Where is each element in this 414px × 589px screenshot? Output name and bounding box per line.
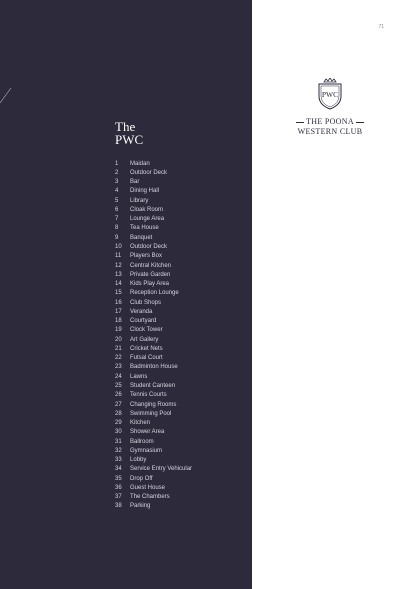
legend-item <box>115 242 192 251</box>
legend-item <box>115 215 192 224</box>
legend-label: Outdoor Deck <box>130 169 168 176</box>
legend-item <box>115 326 192 335</box>
brand-line-1 <box>290 117 370 126</box>
legend-item <box>115 354 192 363</box>
legend-number: 32 <box>115 447 122 454</box>
legend-label: Art Gallery <box>130 336 159 343</box>
legend-label: Parking <box>130 503 151 510</box>
legend-item <box>115 456 192 465</box>
legend-label: Lobby <box>130 457 147 464</box>
legend-item <box>115 298 192 307</box>
legend-number: 10 <box>115 244 122 251</box>
legend-item <box>115 252 192 261</box>
legend-number: 35 <box>115 475 122 482</box>
legend-item <box>115 391 192 400</box>
legend-label: Bar <box>130 179 140 186</box>
legend-item <box>115 465 192 474</box>
legend-item <box>115 270 192 279</box>
legend-item <box>115 224 192 233</box>
legend-label: Courtyard <box>130 318 157 325</box>
legend-item <box>115 437 192 446</box>
title-line: PWC <box>115 132 144 147</box>
legend-label: Tea House <box>130 225 159 232</box>
legend-number: 26 <box>115 392 122 399</box>
legend-label: Cloak Room <box>130 206 164 213</box>
legend-number: 1 <box>115 160 119 167</box>
page-title <box>115 120 143 146</box>
legend-number: 29 <box>115 420 122 427</box>
legend-number: 4 <box>115 188 119 195</box>
legend-number: 2 <box>115 169 119 176</box>
legend-number: 27 <box>115 401 122 408</box>
legend-item <box>115 159 192 168</box>
legend-label: Clock Tower <box>130 327 163 334</box>
legend-item <box>115 381 192 390</box>
legend-item <box>115 233 192 242</box>
legend-number: 3 <box>115 179 119 186</box>
legend-label: Kids Play Area <box>130 281 170 288</box>
legend-item <box>115 205 192 214</box>
legend-label: Lounge Area <box>130 216 165 223</box>
legend-number: 36 <box>115 484 122 491</box>
legend-label: Drop Off <box>130 475 153 482</box>
legend-number: 7 <box>115 216 119 223</box>
legend-label: Veranda <box>130 308 153 315</box>
legend-item <box>115 317 192 326</box>
legend-item <box>115 372 192 381</box>
crest-text: PWC <box>321 90 339 99</box>
legend-label: Cricket Nets <box>130 345 163 352</box>
legend-number: 11 <box>115 253 122 260</box>
legend-item <box>115 483 192 492</box>
legend-label: Service Entry Vehicular <box>130 466 193 473</box>
legend-label: Gymnasium <box>130 447 163 454</box>
legend-label: Central Kitchen <box>130 262 172 269</box>
legend-item <box>115 493 192 502</box>
legend-label: Student Canteen <box>130 383 176 389</box>
legend-number: 38 <box>115 503 122 510</box>
legend-label: Players Box <box>130 253 163 260</box>
legend-number: 23 <box>115 364 122 371</box>
club-logo <box>290 78 370 140</box>
legend-number: 12 <box>115 262 122 269</box>
title-line: The <box>115 119 136 134</box>
legend-number: 9 <box>115 234 119 241</box>
legend-number: 15 <box>115 290 122 297</box>
legend-item <box>115 289 192 298</box>
legend-label: Reception Lounge <box>130 290 179 297</box>
legend-label: Club Shops <box>130 299 162 306</box>
legend-label: Ballroom <box>130 438 154 445</box>
legend-number: 37 <box>115 494 122 501</box>
legend-item <box>115 335 192 344</box>
legend-item <box>115 363 192 372</box>
location-legend <box>115 159 192 511</box>
legend-item <box>115 474 192 483</box>
legend-label: Guest House <box>130 484 166 491</box>
legend-number: 34 <box>115 466 122 473</box>
legend-number: 20 <box>115 336 122 343</box>
legend-label: Outdoor Deck <box>130 244 168 251</box>
legend-label: Swimming Pool <box>130 410 172 417</box>
legend-item <box>115 178 192 187</box>
legend-label: Futsal Court <box>130 355 163 362</box>
legend-label: Changing Rooms <box>130 401 177 408</box>
legend-number: 28 <box>115 410 122 417</box>
legend-number: 31 <box>115 438 122 445</box>
legend-number: 21 <box>115 345 122 352</box>
legend-label: Kitchen <box>130 420 151 427</box>
legend-number: 17 <box>115 308 122 315</box>
legend-number: 5 <box>115 197 119 204</box>
legend-item <box>115 418 192 427</box>
legend-label: Lawns <box>130 373 148 380</box>
brand-name-top: THE POONA <box>306 117 354 126</box>
legend-label: Maidan <box>130 160 150 167</box>
legend-number: 16 <box>115 299 122 306</box>
legend-item <box>115 196 192 205</box>
legend-item <box>115 428 192 437</box>
legend-label: Tennis Courts <box>130 392 167 399</box>
legend-item <box>115 400 192 409</box>
legend-label: Dining Hall <box>130 188 160 195</box>
legend-item <box>115 446 192 455</box>
legend-label: Private Garden <box>130 271 171 278</box>
legend-label: Shower Area <box>130 429 165 436</box>
legend-label: The Chambers <box>130 494 170 501</box>
legend-number: 33 <box>115 457 122 464</box>
legend-number: 25 <box>115 383 122 389</box>
page-number: 71 <box>378 24 384 30</box>
legend-item <box>115 344 192 353</box>
legend-number: 24 <box>115 373 122 380</box>
legend-item <box>115 307 192 316</box>
legend-number: 30 <box>115 429 122 436</box>
legend-number: 8 <box>115 225 119 232</box>
legend-item <box>115 279 192 288</box>
brand-line-2: WESTERN CLUB <box>297 127 363 136</box>
legend-item <box>115 187 192 196</box>
legend-number: 14 <box>115 281 122 288</box>
legend-label: Library <box>130 197 149 204</box>
legend-number: 18 <box>115 318 122 325</box>
legend-item <box>115 168 192 177</box>
legend-number: 13 <box>115 271 122 278</box>
decorative-line <box>0 85 12 105</box>
legend-number: 22 <box>115 355 122 362</box>
legend-number: 19 <box>115 327 122 334</box>
legend-item <box>115 261 192 270</box>
legend-item <box>115 502 192 511</box>
crest-icon <box>315 78 345 110</box>
legend-label: Banquet <box>130 234 153 241</box>
legend-label: Badminton House <box>130 364 178 371</box>
legend-item <box>115 409 192 418</box>
legend-number: 6 <box>115 206 119 213</box>
